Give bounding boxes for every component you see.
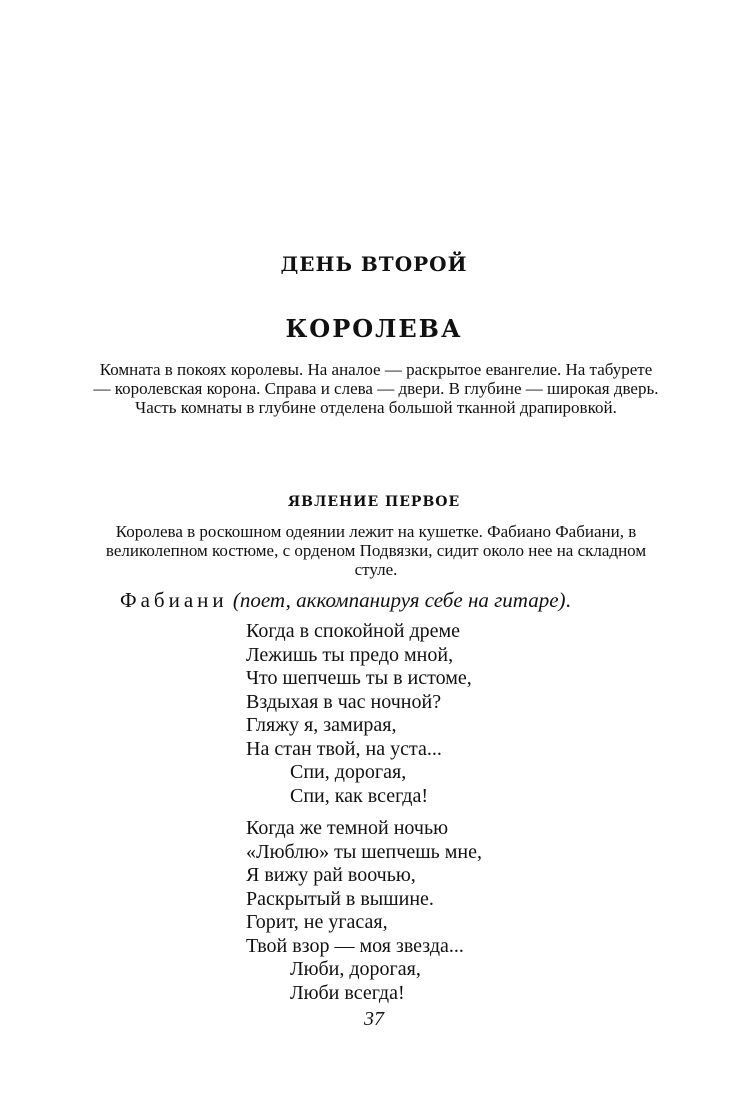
verse-line: Люби, дорогая, xyxy=(290,958,421,980)
verse-line: Раскрытый в вышине. xyxy=(246,887,434,910)
verse-line: Спи, дорогая, xyxy=(290,761,407,783)
verse-line: Лежишь ты предо мной, xyxy=(246,643,454,666)
speaker-end: . xyxy=(565,588,571,612)
verse-line: Вздыхая в час ночной? xyxy=(246,690,442,713)
speaker-name: Фабиани xyxy=(120,588,228,612)
verse-line: «Люблю» ты шепчешь мне, xyxy=(246,840,482,863)
verse-line: Когда же темной ночью xyxy=(246,817,449,839)
scene-direction: Королева в роскошном одеянии лежит на кушетке. Фабиано Фабиани, в великолепном костюме, с орденом Подвязки, сидит около нее на складном стуле. xyxy=(105,522,647,579)
verse-line: На стан твой, на уста... xyxy=(246,737,442,760)
verse-line: Твой взор — моя звезда... xyxy=(246,934,464,957)
verse-line: Горит, не угасая, xyxy=(246,911,388,933)
verse-line: Когда в спокойной дреме xyxy=(246,620,461,642)
verse-line: Гляжу я, замирая, xyxy=(246,714,397,736)
verse-line: Люби всегда! xyxy=(290,981,405,1004)
verse-line: Спи, как всегда! xyxy=(290,784,428,807)
speaker-note: (поет, аккомпанируя себе на гитаре) xyxy=(232,588,566,612)
scene-title: ЯВЛЕНИЕ ПЕРВОЕ xyxy=(287,494,461,510)
verse-line: Что шепчешь ты в истоме, xyxy=(246,667,472,689)
page-number: 37 xyxy=(364,1008,384,1030)
speaker-line xyxy=(120,588,660,613)
verse-stanza-1 xyxy=(246,620,646,808)
day-title: ДЕНЬ ВТОРОЙ xyxy=(280,252,468,276)
stage-direction: Комната в покоях королевы. На аналое — раскрытое евангелие. На табурете — королевская корона. Справа и слева — двери. В глубине — широкая дверь. Часть комнаты в глубине отделена большой тканной драпировкой. xyxy=(93,360,659,417)
verse-stanza-2 xyxy=(246,817,646,1005)
act-title: КОРОЛЕВА xyxy=(285,314,463,343)
verse-line: Я вижу рай воочью, xyxy=(246,864,416,886)
